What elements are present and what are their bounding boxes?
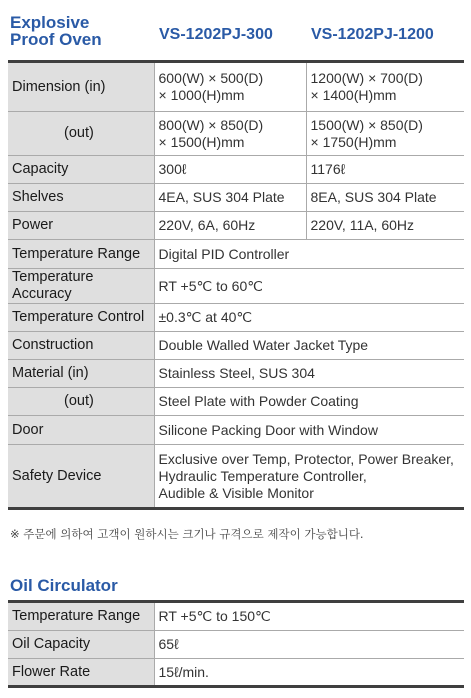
cell-line: Audible & Visible Monitor bbox=[158, 484, 314, 501]
table-row bbox=[8, 212, 464, 240]
table-row bbox=[8, 416, 464, 445]
cell-line: 800(W) × 850(D) bbox=[158, 116, 264, 133]
table-row bbox=[8, 112, 464, 156]
cell-line: × 1500(H)mm bbox=[158, 133, 245, 150]
product-title-line1: Explosive bbox=[10, 13, 90, 32]
cell-value: ±0.3℃ at 40℃ bbox=[154, 304, 464, 332]
cell-line: Exclusive over Temp, Protector, Power Breaker, bbox=[158, 450, 454, 467]
table-row bbox=[8, 304, 464, 332]
cell-value: Steel Plate with Powder Coating bbox=[154, 388, 464, 416]
cell-line: × 1400(H)mm bbox=[310, 87, 397, 103]
cell-value bbox=[154, 445, 464, 509]
row-label: Temperature Range bbox=[8, 602, 154, 631]
table-row bbox=[8, 156, 464, 184]
cell-value: 220V, 11A, 60Hz bbox=[306, 212, 464, 240]
model-heading-2: VS-1202PJ-1200 bbox=[311, 26, 434, 43]
row-label: Material (in) bbox=[8, 360, 154, 388]
table-row bbox=[8, 184, 464, 212]
table-row bbox=[8, 240, 464, 269]
cell-value: 8EA, SUS 304 Plate bbox=[306, 184, 464, 212]
cell-value: RT +5℃ to 60℃ bbox=[154, 269, 464, 304]
row-label: Construction bbox=[8, 332, 154, 360]
cell-value bbox=[154, 62, 306, 112]
table-row bbox=[8, 659, 464, 687]
cell-value: 220V, 6A, 60Hz bbox=[154, 212, 306, 240]
cell-value bbox=[306, 62, 464, 112]
row-label: Temperature Accuracy bbox=[8, 269, 154, 304]
oil-table bbox=[8, 600, 464, 688]
cell-value bbox=[154, 112, 306, 156]
table-row bbox=[8, 62, 464, 112]
table-row bbox=[8, 332, 464, 360]
table-row bbox=[8, 602, 464, 631]
section-title-oil: Oil Circulator bbox=[10, 576, 118, 595]
cell-value: 15ℓ/min. bbox=[154, 659, 464, 687]
cell-value: Digital PID Controller bbox=[154, 240, 464, 269]
row-label: Temperature Range bbox=[8, 240, 154, 269]
product-title-line2: Proof Oven bbox=[10, 30, 102, 49]
cell-value: Silicone Packing Door with Window bbox=[154, 416, 464, 445]
spec-header bbox=[0, 0, 471, 62]
cell-line: 1500(W) × 850(D) bbox=[310, 116, 423, 133]
custom-order-note: ※ 주문에 의하여 고객이 원하시는 크기나 규격으로 제작이 가능합니다. bbox=[10, 527, 364, 541]
row-label: Capacity bbox=[8, 156, 154, 184]
cell-value: 1176ℓ bbox=[306, 156, 464, 184]
table-row bbox=[8, 388, 464, 416]
cell-value: 300ℓ bbox=[154, 156, 306, 184]
cell-line: Hydraulic Temperature Controller, bbox=[158, 467, 367, 484]
row-label: Power bbox=[8, 212, 154, 240]
cell-value: 65ℓ bbox=[154, 631, 464, 659]
row-label: Temperature Control bbox=[8, 304, 154, 332]
row-label: (out) bbox=[8, 112, 154, 156]
cell-value: Stainless Steel, SUS 304 bbox=[154, 360, 464, 388]
spec-table bbox=[8, 60, 464, 510]
model-heading-1: VS-1202PJ-300 bbox=[159, 26, 273, 43]
table-row bbox=[8, 269, 464, 304]
cell-value bbox=[306, 112, 464, 156]
row-label: (out) bbox=[8, 388, 154, 416]
cell-value: 4EA, SUS 304 Plate bbox=[154, 184, 306, 212]
cell-value: Double Walled Water Jacket Type bbox=[154, 332, 464, 360]
cell-line: 1200(W) × 700(D) bbox=[310, 70, 423, 86]
row-label: Safety Device bbox=[8, 445, 154, 509]
row-label: Shelves bbox=[8, 184, 154, 212]
cell-line: 600(W) × 500(D) bbox=[158, 70, 264, 86]
row-label: Door bbox=[8, 416, 154, 445]
table-row bbox=[8, 631, 464, 659]
table-row bbox=[8, 445, 464, 509]
table-row bbox=[8, 360, 464, 388]
cell-line: × 1750(H)mm bbox=[310, 133, 397, 150]
cell-value: RT +5℃ to 150℃ bbox=[154, 602, 464, 631]
row-label: Oil Capacity bbox=[8, 631, 154, 659]
row-label: Flower Rate bbox=[8, 659, 154, 687]
cell-line: × 1000(H)mm bbox=[158, 87, 245, 103]
product-title bbox=[10, 14, 102, 48]
row-label: Dimension (in) bbox=[8, 62, 154, 112]
